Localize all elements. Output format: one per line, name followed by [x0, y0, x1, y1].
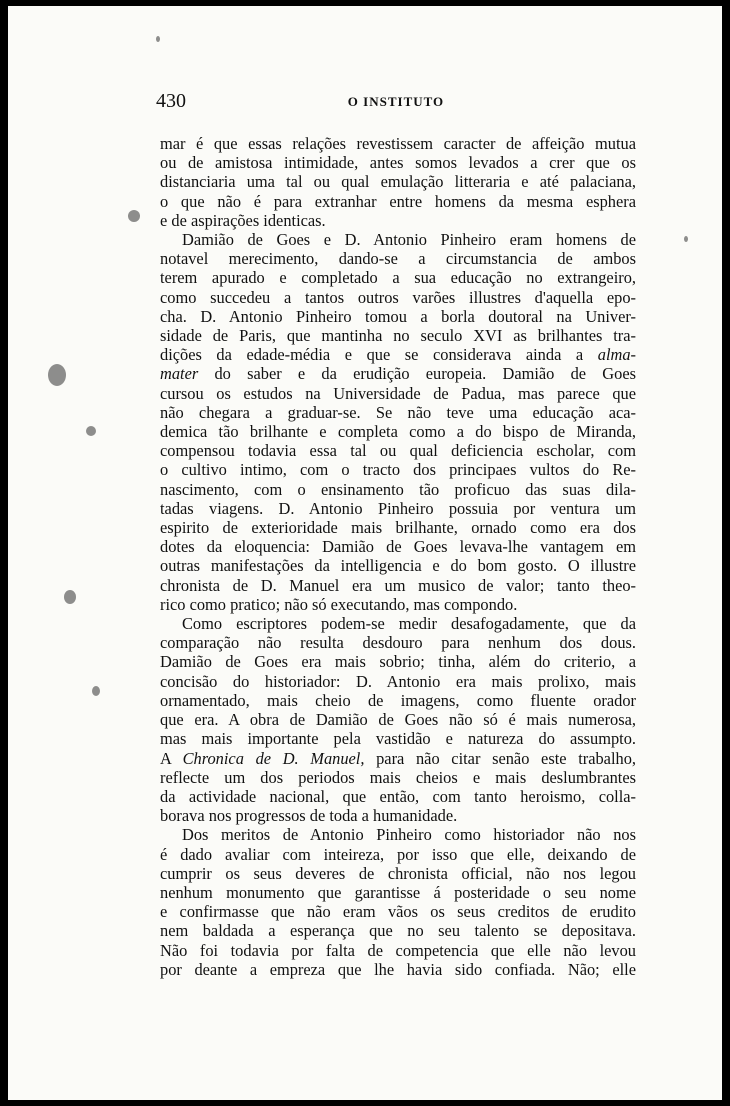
scan-speck [684, 236, 688, 242]
scan-speck [48, 364, 66, 386]
text-line: comparação não resulta desdouro para nenhum dos dous. [160, 633, 636, 653]
body-text [160, 134, 636, 979]
text-line: Damião de Goes era mais sobrio; tinha, além do criterio, a [160, 652, 636, 672]
text-line: e de aspirações identicas. [160, 210, 326, 230]
text-line: por deante a empreza que lhe havia sido confiada. Não; elle [160, 959, 636, 979]
text-line: terem apurado e completado a sua educação no extrangeiro, [160, 268, 636, 288]
text-line: mater do saber e da erudição europeia. Damião de Goes [160, 364, 636, 384]
text-line: que era. A obra de Damião de Goes não só é mais numerosa, [160, 710, 636, 730]
text-line: e confirmasse que não eram vãos os seus creditos de erudito [160, 902, 636, 922]
text-line: cumprir os seus deveres de chronista official, não nos legou [160, 863, 636, 883]
text-line: como succedeu a tantos outros varões illustres d'aquella epo- [160, 287, 636, 307]
text-line: é dado avaliar com inteireza, por isso que elle, deixando de [160, 844, 636, 864]
text-line: outras manifestações da intelligencia e do bom gosto. O illustre [160, 556, 636, 576]
text-line: dições da edade-média e que se considerava ainda a alma- [160, 345, 636, 365]
text-line: distanciaria uma tal ou qual emulação litteraria e até palaciana, [160, 172, 636, 192]
text-line: notavel merecimento, dando-se a circumstancia de ambos [160, 249, 636, 269]
text-line: dotes da eloquencia: Damião de Goes levava-lhe vantagem em [160, 537, 636, 557]
scan-speck [128, 210, 140, 222]
text-line: cursou os estudos na Universidade de Padua, mas parece que [160, 383, 636, 403]
text-line: espirito de exterioridade mais brilhante, ornado como era dos [160, 518, 636, 538]
scan-speck [92, 686, 100, 696]
text-line: Como escriptores podem-se medir desafogadamente, que da [182, 614, 636, 634]
text-line: ou de amistosa intimidade, antes somos levados a crer que os [160, 153, 636, 173]
text-line: demica tão brilhante e completa como a do bispo de Miranda, [160, 422, 636, 442]
text-line: nenhum monumento que garantisse á posteridade o seu nome [160, 882, 636, 902]
text-line: o que não é para extranhar entre homens da mesma esphera [160, 191, 636, 211]
text-line: nascimento, com o ensinamento tão proficuo das suas dila- [160, 479, 636, 499]
text-line: reflecte um dos periodos mais cheios e mais deslumbrantes [160, 767, 636, 787]
text-line: Não foi todavia por falta de competencia que elle não levou [160, 940, 636, 960]
text-line: borava nos progressos de toda a humanidade. [160, 806, 458, 826]
text-line: não chegara a graduar-se. Se não teve uma educação aca- [160, 402, 636, 422]
text-line: rico como pratico; não só executando, mas compondo. [160, 594, 518, 614]
scan-speck [64, 590, 76, 604]
page-number: 430 [156, 90, 186, 112]
text-line: compensou todavia essa tal ou qual deficiencia escholar, com [160, 441, 636, 461]
paragraph [160, 134, 636, 230]
text-line: mas mais importante pela vastidão e natureza do assumpto. [160, 729, 636, 749]
scan-speck [156, 36, 160, 42]
text-line: da actividade nacional, que então, com tanto heroismo, colla- [160, 786, 636, 806]
text-line: nem baldada a esperança que no seu talento se depositava. [160, 921, 636, 941]
text-line: Dos meritos de Antonio Pinheiro como historiador não nos [182, 825, 636, 845]
paragraph [160, 230, 636, 614]
text-line: ornamentado, mais cheio de imagens, como fluente orador [160, 690, 636, 710]
text-line: chronista de D. Manuel era um musico de valor; tanto theo- [160, 575, 636, 595]
text-line: concisão do historiador: D. Antonio era mais prolixo, mais [160, 671, 636, 691]
text-line: mar é que essas relações revestissem caracter de affeição mutua [160, 134, 636, 153]
scan-speck [86, 426, 96, 436]
paragraph [160, 614, 636, 825]
paragraph [160, 825, 636, 979]
text-line: cha. D. Antonio Pinheiro tomou a borla doutoral na Univer- [160, 306, 636, 326]
page-header [156, 90, 636, 114]
running-title: O INSTITUTO [347, 94, 445, 109]
text-line: A Chronica de D. Manuel, para não citar senão este trabalho, [160, 748, 636, 768]
book-page [8, 6, 722, 1100]
text-line: o cultivo intimo, com o tracto dos principaes vultos do Re- [160, 460, 636, 480]
text-line: Damião de Goes e D. Antonio Pinheiro eram homens de [182, 230, 636, 250]
text-line: tadas viagens. D. Antonio Pinheiro possuia por ventura um [160, 498, 636, 518]
text-line: sidade de Paris, que mantinha no seculo XVI as brilhantes tra- [160, 326, 636, 346]
